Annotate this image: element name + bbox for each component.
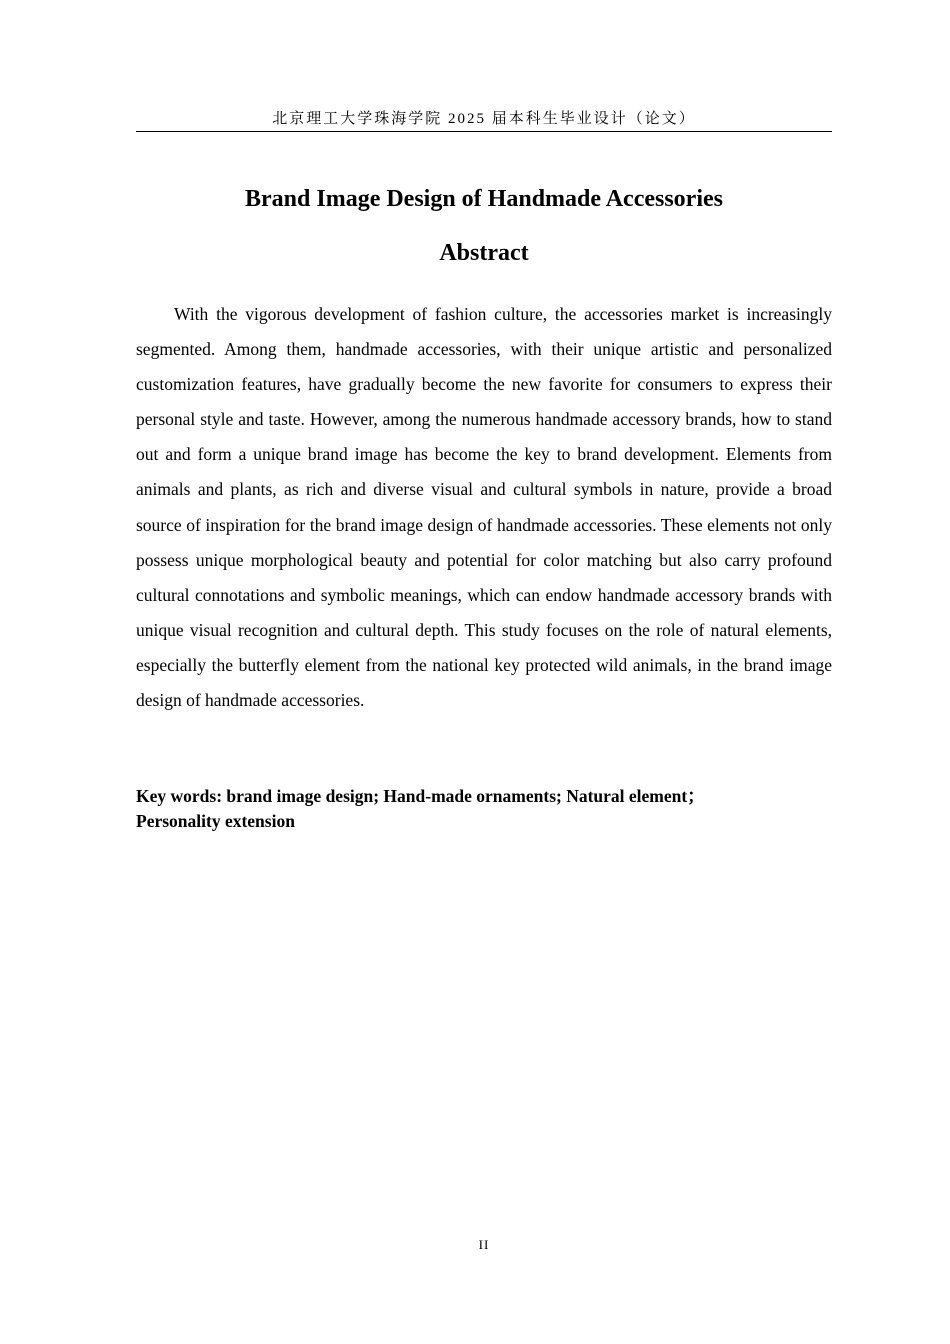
page-title: Brand Image Design of Handmade Accessories	[245, 186, 723, 212]
running-header: 北京理工大学珠海学院 2025 届本科生毕业设计（论文）	[272, 111, 696, 127]
abstract-heading: Abstract	[439, 240, 529, 266]
page-number: II	[478, 1237, 490, 1252]
abstract-paragraph: With the vigorous development of fashion culture, the accessories market is increasingly segmented. Among them, handmade accessories, with their unique artistic and personalized customization features, have gradually become the new favorite for consumers to express their personal style and taste. However, among the numerous handmade accessory brands, how to stand out and form a unique brand image has become the key to brand development. Elements from animals and plants, as rich and diverse visual and cultural symbols in nature, provide a broad source of inspiration for the brand image design of handmade accessories. These elements not only possess unique morphological beauty and potential for color matching but also carry profound cultural connotations and symbolic meanings, which can endow handmade accessory brands with unique visual recognition and cultural depth. This study focuses on the role of natural elements, especially the butterfly element from the national key protected wild animals, in the brand image design of handmade accessories.	[136, 304, 832, 711]
header-rule	[136, 131, 832, 132]
keywords-line: Key words: brand image design; Hand-made ornaments; Natural element；Personality extension	[136, 786, 705, 831]
